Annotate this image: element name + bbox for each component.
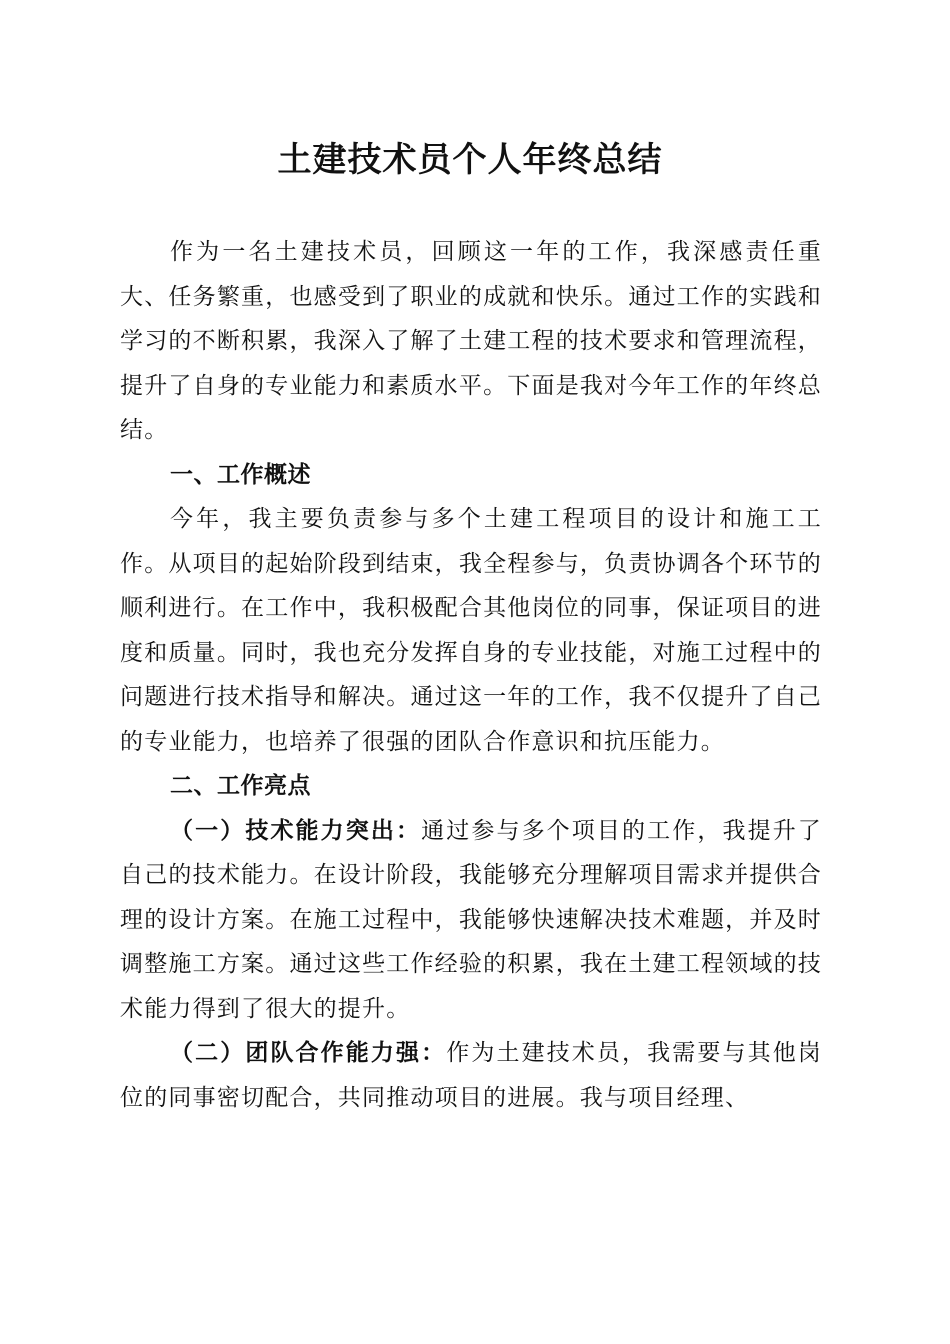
section-heading-highlights: 二、工作亮点 [170,773,311,799]
intro-paragraph: 作为一名土建技术员，回顾这一年的工作，我深感责任重大、任务繁重，也感受到了职业的成就和快乐。通过工作的实践和学习的不断积累，我深入了解了土建工程的技术要求和管理流程，提升了自身的专业能力和素质水平。下面是我对今年工作的年终总结。 [120,239,822,443]
highlight-item-teamwork [120,1031,822,1120]
section-heading-overview: 一、工作概述 [170,461,311,488]
document-title: 土建技术员个人年终总结 [277,140,663,180]
highlight-item-technical [120,809,822,1032]
highlight-label-teamwork: （二）团队合作能力强： [170,1039,447,1066]
document-body [120,230,822,1120]
highlight-text-teamwork: 作为土建技术员，我需要与其他岗位的同事密切配合，共同推动项目的进展。我与项目经理、 [120,1040,823,1111]
overview-paragraph: 今年，我主要负责参与多个土建工程项目的设计和施工工作。从项目的起始阶段到结束，我全程参与，负责协调各个环节的顺利进行。在工作中，我积极配合其他岗位的同事，保证项目的进度和质量。同时，我也充分发挥自身的专业技能，对施工过程中的问题进行技术指导和解决。通过这一年的工作，我不仅提升了自己的专业能力，也培养了很强的团队合作意识和抗压能力。 [120,506,822,755]
highlight-text-technical: 通过参与多个项目的工作，我提升了自己的技术能力。在设计阶段，我能够充分理解项目需求并提供合理的设计方案。在施工过程中，我能够快速解决技术难题，并及时调整施工方案。通过这些工作经验的积累，我在土建工程领域的技术能力得到了很大的提升。 [120,817,823,1022]
highlight-label-technical: （一）技术能力突出： [170,816,422,844]
